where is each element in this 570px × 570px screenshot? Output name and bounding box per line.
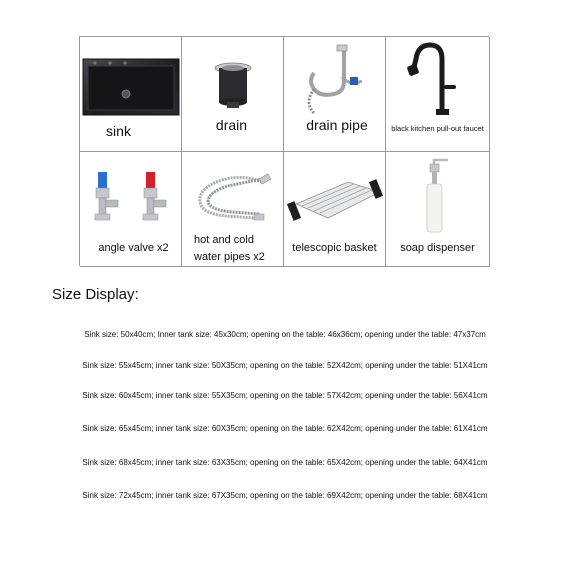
component-water-pipes xyxy=(182,152,284,267)
component-angle-valve xyxy=(80,152,182,267)
component-label: black kitchen pull-out faucet xyxy=(391,124,484,133)
component-label: soap dispenser xyxy=(400,242,475,254)
component-label: angle valve x2 xyxy=(98,242,169,254)
size-spec-line: Sink size: 50x40cm; Inner tank size: 45x30cm; opening on the table: 46x36cm; opening under the table: 47x37cm xyxy=(84,330,486,339)
water-pipes-icon xyxy=(182,152,284,267)
size-spec-line: Sink size: 65x45cm; inner tank size: 60X35cm; opening on the table: 62X42cm; opening under the table: 61X41cm xyxy=(82,424,488,433)
component-label: telescopic basket xyxy=(292,242,377,254)
size-spec-line: Sink size: 68x45cm; inner tank size: 63X35cm; opening on the table: 65X42cm; opening under the table: 64X41cm xyxy=(82,458,488,467)
size-spec-line: Sink size: 60x45cm; inner tank size: 55X35cm; opening on the table: 57X42cm; opening under the table: 56X41cm xyxy=(82,391,488,400)
component-faucet xyxy=(386,37,490,152)
drain-pipe-icon xyxy=(284,37,386,152)
size-display-heading: Size Display: xyxy=(52,286,139,303)
component-grid xyxy=(79,36,489,266)
component-drain xyxy=(182,37,284,152)
component-sink xyxy=(80,37,182,152)
component-basket xyxy=(284,152,386,267)
drain-icon xyxy=(182,37,284,152)
component-label: sink xyxy=(106,123,131,139)
component-soap-dispenser xyxy=(386,152,490,267)
component-label: drain xyxy=(215,117,248,133)
component-label: drain pipe xyxy=(306,117,368,133)
size-spec-line: Sink size: 72x45cm; inner tank size: 67X35cm; opening on the table: 69X42cm; opening under the table: 68X41cm xyxy=(82,491,488,500)
faucet-icon xyxy=(386,37,490,152)
component-label-line2: water pipes x2 xyxy=(194,251,265,263)
component-drain-pipe xyxy=(284,37,386,152)
component-label-line1: hot and cold xyxy=(194,234,254,246)
size-spec-line: Sink size: 55x45cm; inner tank size: 50X35cm; opening on the table: 52X42cm; opening under the table: 51X41cm xyxy=(82,361,488,370)
